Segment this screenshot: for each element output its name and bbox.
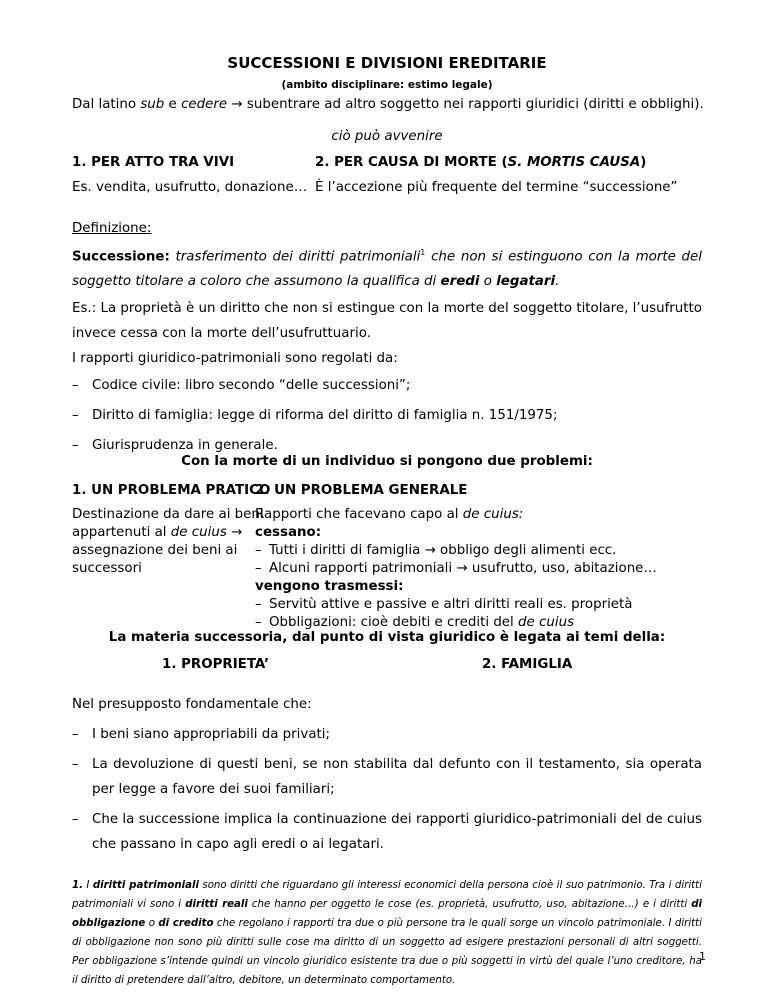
list-item: – Che la successione implica la continuazione dei rapporti giuridico-patrimoniali del de cuius che passano in capo agli eredi o ai legatari. [72,812,702,852]
definition-paragraph: Successione: trasferimento dei diritti patrimoniali$^1$ che non si estinguono con la morte del soggetto titolare a coloro che assumono la qualifica di eredi o legatari. [72,248,702,290]
list-item: – Giurisprudenza in generale. [72,438,278,453]
presupposto-heading: Nel presupposto fondamentale che: [72,697,312,712]
definition-heading: Definizione: [72,221,152,236]
regulated-list [72,373,702,458]
problem-practical-title: 1. UN PROBLEMA PRATICO [72,483,271,498]
matter-property: 1. PROPRIETA’ [162,657,270,672]
problem-general-text: Rapporti che facevano capo al de cuius: cessano: – Tutti i diritti di famiglia → obbligo degli alimenti ecc. – Alcuni rapporti patrimoniali → usufrutto, uso, abitazione… vengono trasmessi: – Servitù attive e passive e altri diritti reali es. proprietà – Obbligazioni: cioè debiti e crediti del de cuius [255,506,705,632]
footnote: 1. I diritti patrimoniali sono diritti che riguardano gli interessi economici della persona cioè il suo patrimonio. Tra i diritti patrimoniali vi sono i diritti reali che hanno per oggetto le cose (es. proprietà, usufrutto, uso, abitazione…) e i diritti di obbligazione o di credito che regolano i rapporti tra due o più persone tra le quali sorge un vincolo patrimoniale. I diritti di obbligazione non sono più diritti sulle cose ma diritto di un soggetto ad esigere prestazioni personali di altri soggetti. Per obbligazione s’intende quindi un vincolo giuridico esistente tra due o più soggetti in virtù del quale l’uno creditore, ha il diritto di pretendere dall’altro, debitore, un determinato comportamento. [72,880,702,986]
page-number: 1 [699,950,706,963]
matter-heading: La materia successoria, dal punto di vista giuridico è legata ai temi della: [108,630,666,645]
list-item: – Obbligazioni: cioè debiti e crediti del de cuius [255,615,575,630]
presupposto-list [72,722,702,857]
list-item: – Servitù attive e passive e altri diritti reali es. proprietà [255,597,633,612]
example-paragraph: Es.: La proprietà è un diritto che non si estingue con la morte del soggetto titolare, l’usufrutto invece cessa con la morte dell’usufruttuario. [72,301,702,341]
document-title: SUCCESSIONI E DIVISIONI EREDITARIE [227,54,547,72]
list-item: – Alcuni rapporti patrimoniali → usufrutto, uso, abitazione… [255,561,657,576]
regulated-heading: I rapporti giuridico-patrimoniali sono regolati da: [72,351,398,366]
mode-mortis-causa-title: 2. PER CAUSA DI MORTE (S. MORTIS CAUSA) [315,155,647,170]
can-happen-caption: ciò può avvenire [331,129,443,144]
problem-general-title: 2. UN PROBLEMA GENERALE [255,483,468,498]
list-item: – Diritto di famiglia: legge di riforma del diritto di famiglia n. 151/1975; [72,408,558,423]
mode-mortis-causa-text: È l’accezione più frequente del termine “successione” [315,180,678,195]
list-item: – La devoluzione di questi beni, se non stabilita dal defunto con il testamento, sia operata per legge a favore dei suoi familiari; [72,757,702,797]
problems-heading: Con la morte di un individuo si pongono due problemi: [181,454,593,469]
mode-inter-vivos-text: Es. vendita, usufrutto, donazione… [72,180,308,195]
list-item: – Tutti i diritti di famiglia → obbligo degli alimenti ecc. [255,543,617,558]
list-item: – I beni siano appropriabili da privati; [72,727,331,742]
mode-inter-vivos-title: 1. PER ATTO TRA VIVI [72,155,235,170]
problem-practical-text: Destinazione da dare ai beni appartenuti al de cuius → assegnazione dei beni ai successori [72,507,264,576]
matter-family: 2. FAMIGLIA [482,657,573,672]
intro-line: Dal latino sub e cedere → subentrare ad altro soggetto nei rapporti giuridici (diritti e obblighi). [72,97,704,112]
list-item: – Codice civile: libro secondo “delle successioni”; [72,378,411,393]
document-subtitle: (ambito disciplinare: estimo legale) [281,79,493,91]
